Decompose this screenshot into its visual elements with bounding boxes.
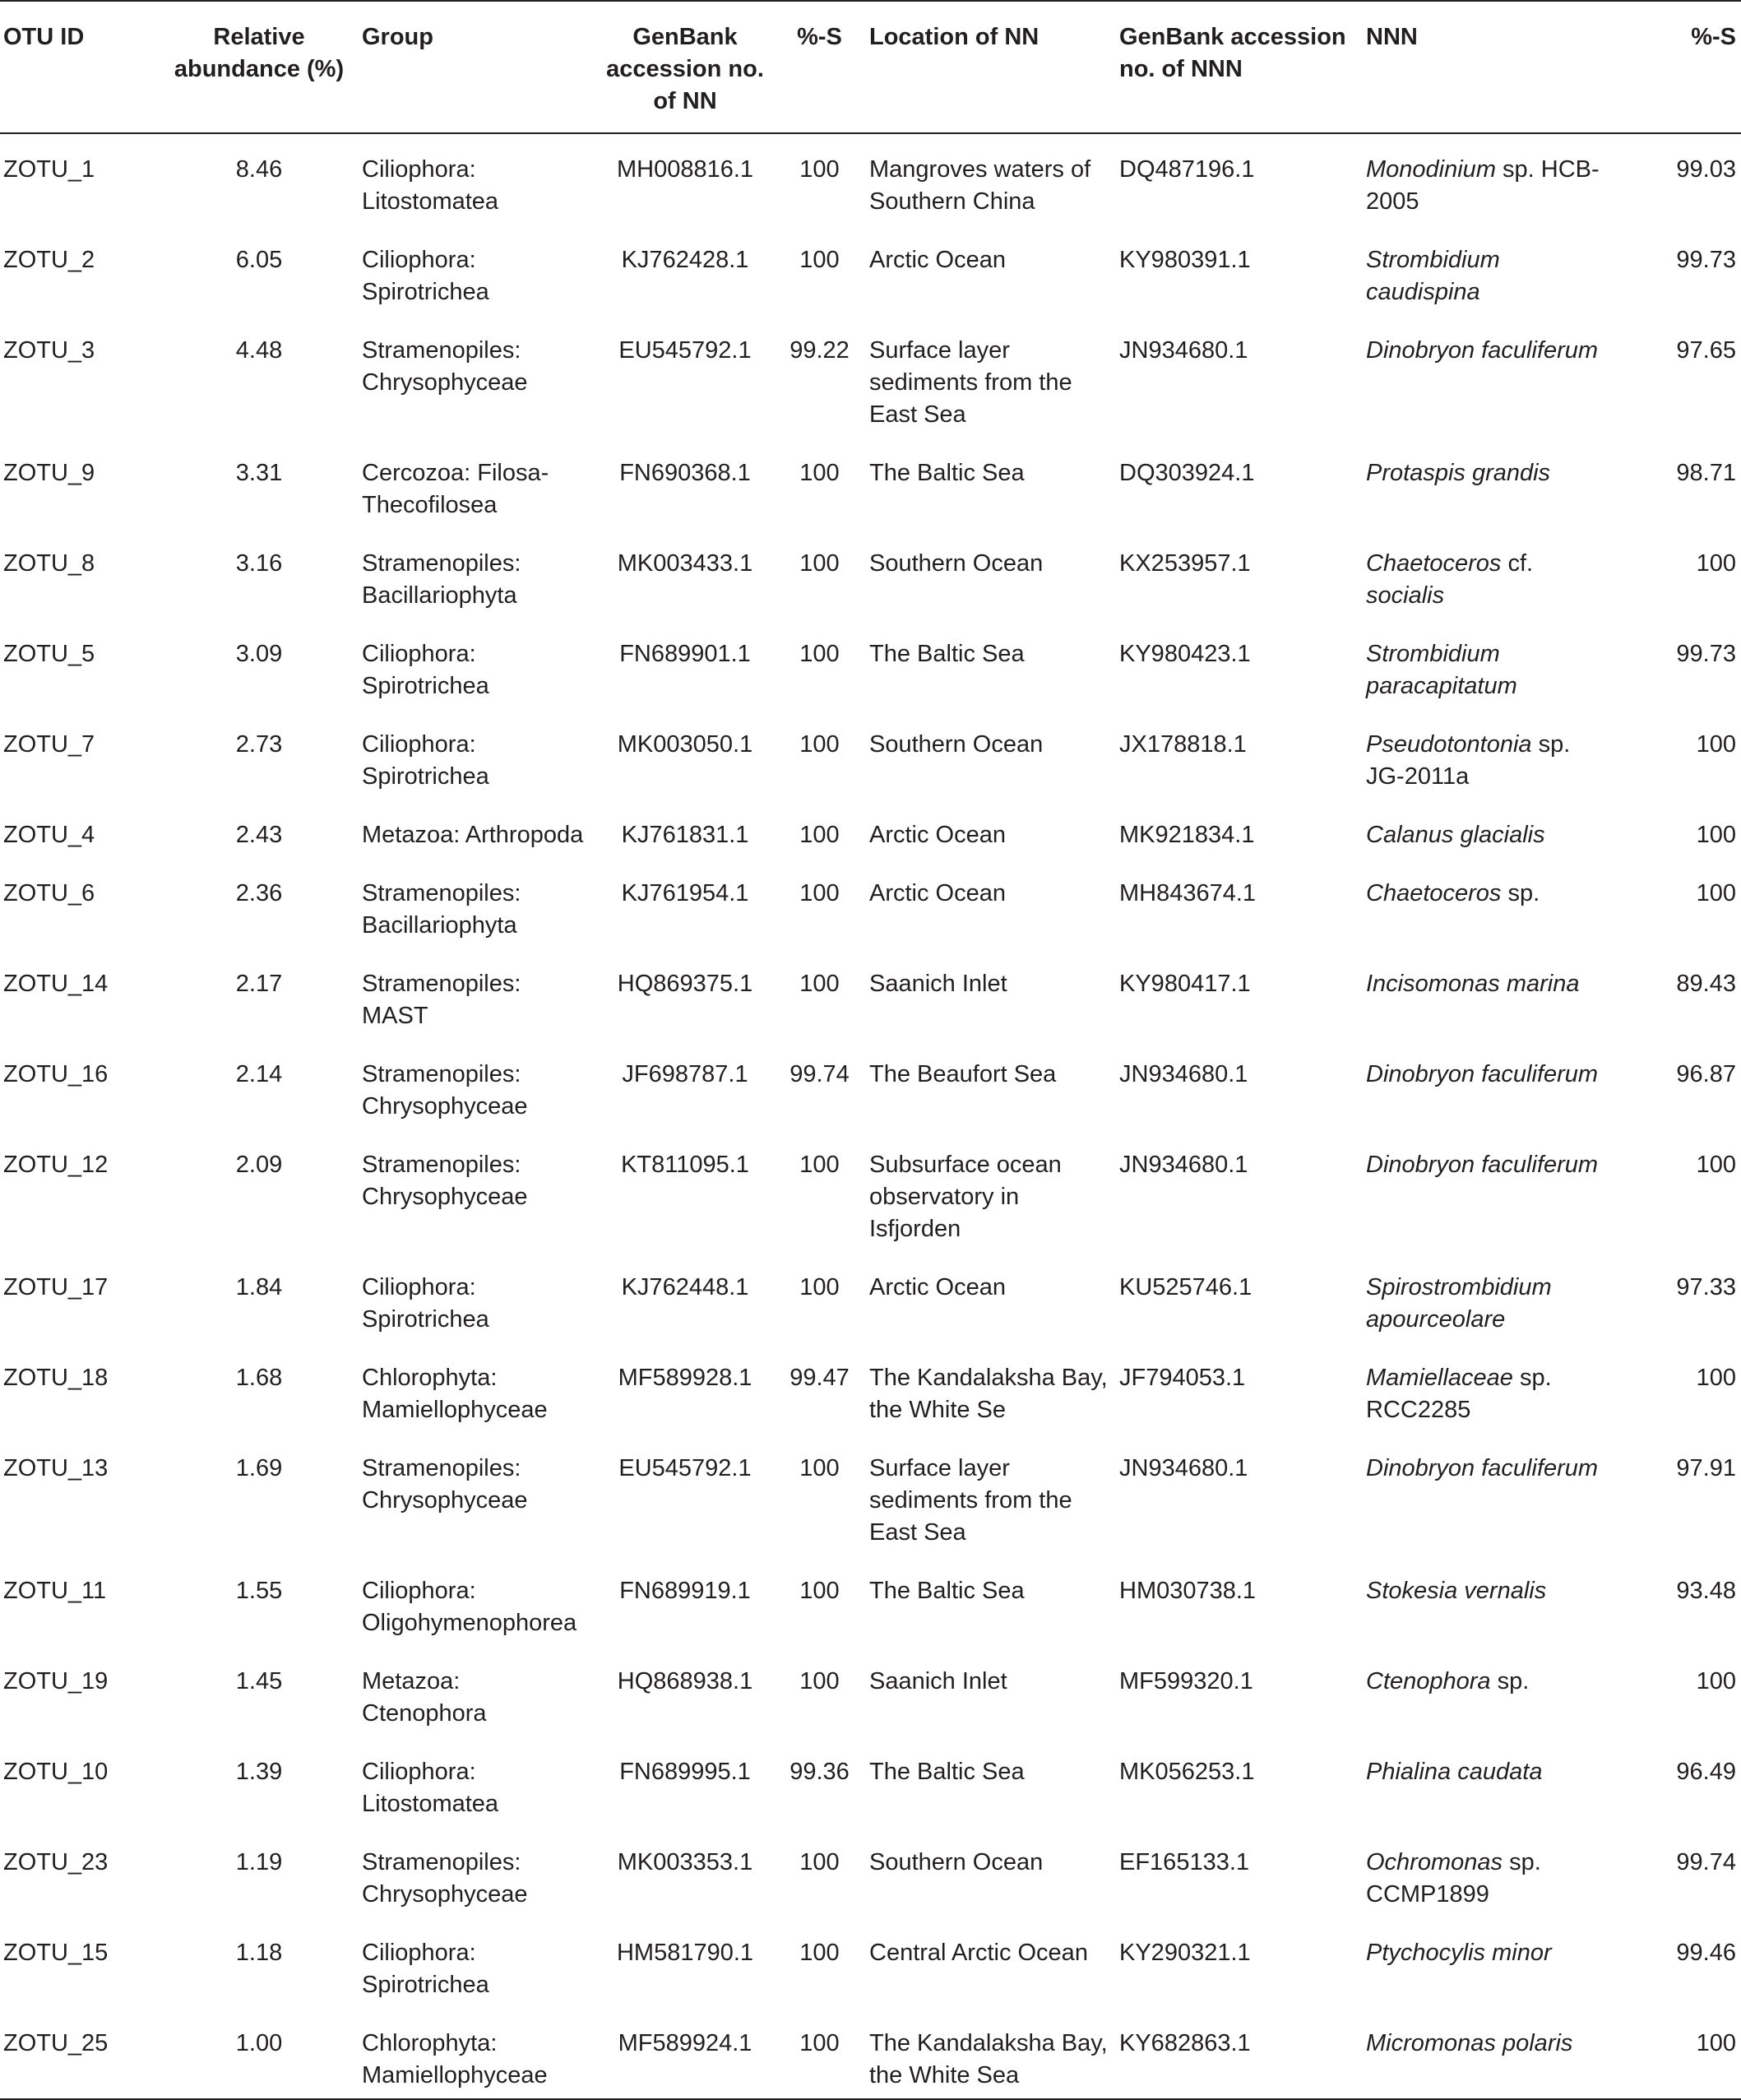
cell-genbank-nnn: KY682863.1 xyxy=(1114,2008,1361,2099)
cell-similarity-nn: 100 xyxy=(775,2008,864,2099)
table-row xyxy=(0,2008,1741,2099)
table-row xyxy=(0,619,1741,709)
cell-location-nn: The Baltic Sea xyxy=(869,460,1025,486)
cell-nnn xyxy=(1361,948,1616,1039)
cell-location-nn: Saanich Inlet xyxy=(869,1668,1007,1694)
cell-relative-abundance: 1.84 xyxy=(235,1274,283,1300)
cell-genbank-nnn: JF794053.1 xyxy=(1119,1365,1246,1391)
cell-genbank-nn: KT811095.1 xyxy=(621,1152,749,1178)
cell-nnn xyxy=(1361,438,1616,528)
cell-similarity-nnn: 99.73 xyxy=(1676,247,1736,273)
cell-genbank-nn: FN689919.1 xyxy=(619,1578,751,1604)
cell-relative-abundance: 1.69 xyxy=(235,1455,283,1481)
cell-otu-id: ZOTU_5 xyxy=(3,641,95,667)
cell-group: Metazoa: Arthropoda xyxy=(362,822,584,848)
cell-location-nn: Arctic Ocean xyxy=(869,880,1006,906)
species-name-qualifier: cf. xyxy=(1501,550,1534,577)
cell-genbank-nn: FN690368.1 xyxy=(619,460,751,486)
cell-similarity-nnn: 97.91 xyxy=(1676,1455,1736,1481)
cell-nnn xyxy=(1361,1646,1616,1736)
cell-similarity-nn: 100 xyxy=(799,1578,840,1604)
table-row xyxy=(0,1555,1741,1646)
header-genbank-nn: GenBank accession no. of NN xyxy=(595,1,775,133)
cell-similarity-nn: 100 xyxy=(799,460,840,486)
species-name-rest: sp. HCB-2005 xyxy=(1366,156,1600,215)
cell-genbank-nnn: JX178818.1 xyxy=(1119,731,1247,758)
cell-relative-abundance: 4.48 xyxy=(235,337,283,364)
table-row xyxy=(0,225,1741,315)
cell-similarity-nnn: 100 xyxy=(1616,2008,1741,2099)
cell-similarity-nn: 100 xyxy=(799,731,840,758)
cell-nnn xyxy=(1361,619,1616,709)
species-name-italic: Ctenophora xyxy=(1366,1668,1491,1694)
cell-group: Ciliophora: Spirotrichea xyxy=(362,247,489,305)
species-name-rest: sp. JG-2011a xyxy=(1366,731,1571,790)
cell-genbank-nn: MF589928.1 xyxy=(618,1365,752,1391)
cell-similarity-nnn: 100 xyxy=(1696,822,1736,848)
cell-group: Cercozoa: Filosa-Thecofilosea xyxy=(362,460,549,518)
cell-relative-abundance: 1.19 xyxy=(235,1849,283,1875)
cell-location-nn: Arctic Ocean xyxy=(869,822,1006,848)
header-nnn: NNN xyxy=(1361,1,1616,133)
cell-similarity-nn: 100 xyxy=(799,1940,840,1966)
table-row xyxy=(0,1129,1741,1252)
cell-nnn xyxy=(1361,1342,1616,1433)
cell-nnn xyxy=(1361,858,1616,948)
cell-location-nn: Mangroves waters of Southern China xyxy=(869,156,1091,215)
header-otu-id: OTU ID xyxy=(0,1,161,133)
cell-relative-abundance: 1.00 xyxy=(161,2008,357,2099)
cell-nnn xyxy=(1361,2008,1616,2099)
cell-nnn xyxy=(1361,1433,1616,1555)
cell-genbank-nnn: KY980417.1 xyxy=(1119,971,1251,997)
cell-otu-id: ZOTU_4 xyxy=(3,822,95,848)
cell-nnn xyxy=(1361,1039,1616,1129)
cell-location-nn: Southern Ocean xyxy=(869,1849,1044,1875)
cell-relative-abundance: 6.05 xyxy=(235,247,283,273)
cell-genbank-nn: MK003353.1 xyxy=(617,1849,753,1875)
cell-similarity-nnn: 100 xyxy=(1696,1668,1736,1694)
cell-similarity-nnn: 93.48 xyxy=(1676,1578,1736,1604)
table-row xyxy=(0,1917,1741,2008)
cell-otu-id: ZOTU_1 xyxy=(3,156,95,183)
table-header xyxy=(0,1,1741,133)
cell-genbank-nnn: JN934680.1 xyxy=(1119,1455,1248,1481)
species-name-italic: Calanus glacialis xyxy=(1366,822,1545,848)
cell-otu-id: ZOTU_17 xyxy=(3,1274,109,1300)
cell-relative-abundance: 1.45 xyxy=(235,1668,283,1694)
cell-similarity-nnn: 99.03 xyxy=(1676,156,1736,183)
table-row xyxy=(0,1252,1741,1342)
cell-location-nn: Arctic Ocean xyxy=(869,1274,1006,1300)
cell-relative-abundance: 2.14 xyxy=(235,1061,283,1087)
cell-genbank-nnn: MF599320.1 xyxy=(1119,1668,1253,1694)
cell-group: Chlorophyta: Mamiellophyceae xyxy=(362,1365,548,1423)
table-row xyxy=(0,709,1741,800)
cell-nnn xyxy=(1361,133,1616,225)
cell-nnn xyxy=(1361,1827,1616,1917)
species-name-rest: sp. xyxy=(1501,880,1540,906)
cell-similarity-nnn: 98.71 xyxy=(1676,460,1736,486)
cell-relative-abundance: 2.36 xyxy=(235,880,283,906)
cell-relative-abundance: 2.43 xyxy=(235,822,283,848)
cell-similarity-nnn: 100 xyxy=(1696,550,1736,577)
table-row xyxy=(0,133,1741,225)
cell-group: Stramenopiles: Bacillariophyta xyxy=(362,550,521,609)
cell-otu-id: ZOTU_6 xyxy=(3,880,95,906)
cell-group: Ciliophora: Litostomatea xyxy=(362,156,499,215)
cell-similarity-nnn: 99.74 xyxy=(1676,1849,1736,1875)
cell-group: Stramenopiles: MAST xyxy=(362,971,521,1029)
cell-relative-abundance: 3.31 xyxy=(235,460,283,486)
cell-genbank-nn: KJ762428.1 xyxy=(621,247,749,273)
cell-nnn xyxy=(1361,225,1616,315)
cell-genbank-nnn: KU525746.1 xyxy=(1119,1274,1253,1300)
cell-similarity-nnn: 96.49 xyxy=(1676,1759,1736,1785)
cell-location-nn: Surface layer sediments from the East Sea xyxy=(869,337,1072,428)
cell-genbank-nn: KJ762448.1 xyxy=(621,1274,749,1300)
cell-group: Chlorophyta: Mamiellophyceae xyxy=(357,2008,595,2099)
cell-otu-id: ZOTU_25 xyxy=(0,2008,161,2099)
cell-similarity-nn: 99.36 xyxy=(789,1759,850,1785)
cell-genbank-nnn: KY980423.1 xyxy=(1119,641,1251,667)
cell-similarity-nnn: 99.46 xyxy=(1676,1940,1736,1966)
cell-relative-abundance: 1.39 xyxy=(235,1759,283,1785)
cell-genbank-nnn: KX253957.1 xyxy=(1119,550,1251,577)
cell-otu-id: ZOTU_3 xyxy=(3,337,95,364)
cell-group: Stramenopiles: Chrysophyceae xyxy=(362,337,528,396)
cell-otu-id: ZOTU_16 xyxy=(3,1061,109,1087)
header-location-nn: Location of NN xyxy=(864,1,1114,133)
cell-genbank-nnn: KY980391.1 xyxy=(1119,247,1251,273)
cell-similarity-nnn: 89.43 xyxy=(1676,971,1736,997)
species-name-italic: Incisomonas marina xyxy=(1366,971,1580,997)
table-row xyxy=(0,948,1741,1039)
cell-similarity-nn: 99.74 xyxy=(789,1061,850,1087)
cell-similarity-nn: 100 xyxy=(799,550,840,577)
cell-similarity-nnn: 99.73 xyxy=(1676,641,1736,667)
header-similarity-nnn: %-S xyxy=(1616,1,1741,133)
species-name-italic: Micromonas polaris xyxy=(1366,2030,1573,2056)
cell-nnn xyxy=(1361,1917,1616,2008)
cell-similarity-nn: 100 xyxy=(799,1274,840,1300)
species-name-italic: Monodinium xyxy=(1366,156,1496,183)
cell-location-nn: Southern Ocean xyxy=(869,550,1044,577)
table-row xyxy=(0,1039,1741,1129)
species-name-epithet: socialis xyxy=(1366,582,1445,609)
cell-genbank-nnn: HM030738.1 xyxy=(1119,1578,1257,1604)
species-name-rest: sp. RCC2285 xyxy=(1366,1365,1552,1423)
species-name-italic: Ochromonas xyxy=(1366,1849,1503,1875)
cell-relative-abundance: 3.16 xyxy=(235,550,283,577)
header-row xyxy=(0,1,1741,133)
species-name-italic: Mamiellaceae xyxy=(1366,1365,1513,1391)
cell-genbank-nn: FN689995.1 xyxy=(619,1759,751,1785)
cell-genbank-nnn: MK056253.1 xyxy=(1119,1759,1255,1785)
cell-nnn xyxy=(1361,1252,1616,1342)
table-row xyxy=(0,528,1741,619)
cell-location-nn: The Kandalaksha Bay, the White Sea xyxy=(864,2008,1114,2099)
cell-relative-abundance: 2.09 xyxy=(235,1152,283,1178)
cell-genbank-nn: EU545792.1 xyxy=(618,337,752,364)
table-row xyxy=(0,1433,1741,1555)
cell-similarity-nnn: 100 xyxy=(1696,1365,1736,1391)
cell-relative-abundance: 1.68 xyxy=(235,1365,283,1391)
cell-relative-abundance: 2.73 xyxy=(235,731,283,758)
cell-location-nn: Saanich Inlet xyxy=(869,971,1007,997)
cell-location-nn: Arctic Ocean xyxy=(869,247,1006,273)
cell-genbank-nn: HM581790.1 xyxy=(616,1940,754,1966)
cell-group: Stramenopiles: Chrysophyceae xyxy=(362,1152,528,1210)
table-row xyxy=(0,1646,1741,1736)
cell-location-nn: The Beaufort Sea xyxy=(869,1061,1057,1087)
cell-location-nn: Southern Ocean xyxy=(869,731,1044,758)
cell-genbank-nn: EU545792.1 xyxy=(618,1455,752,1481)
cell-nnn xyxy=(1361,528,1616,619)
cell-group: Ciliophora: Spirotrichea xyxy=(362,1274,489,1333)
cell-genbank-nnn: DQ487196.1 xyxy=(1119,156,1255,183)
cell-genbank-nnn: JN934680.1 xyxy=(1119,1061,1248,1087)
cell-group: Stramenopiles: Chrysophyceae xyxy=(362,1849,528,1908)
table-row xyxy=(0,800,1741,858)
cell-otu-id: ZOTU_9 xyxy=(3,460,95,486)
species-name-italic: Phialina caudata xyxy=(1366,1759,1543,1785)
species-name-italic: Ptychocylis minor xyxy=(1366,1940,1552,1966)
cell-genbank-nn: KJ761831.1 xyxy=(621,822,749,848)
cell-otu-id: ZOTU_23 xyxy=(3,1849,109,1875)
cell-similarity-nnn: 100 xyxy=(1696,880,1736,906)
cell-otu-id: ZOTU_15 xyxy=(3,1940,109,1966)
header-similarity-nn: %-S xyxy=(775,1,864,133)
cell-genbank-nn: MH008816.1 xyxy=(616,156,754,183)
species-name-italic: Pseudotontonia xyxy=(1366,731,1532,758)
cell-relative-abundance: 1.55 xyxy=(235,1578,283,1604)
cell-similarity-nn: 100 xyxy=(799,1849,840,1875)
cell-genbank-nn: HQ868938.1 xyxy=(617,1668,753,1694)
cell-location-nn: Subsurface ocean observatory in Isfjorden xyxy=(869,1152,1062,1242)
cell-otu-id: ZOTU_12 xyxy=(3,1152,109,1178)
cell-genbank-nnn: EF165133.1 xyxy=(1119,1849,1250,1875)
cell-genbank-nn: FN689901.1 xyxy=(619,641,751,667)
cell-similarity-nnn: 100 xyxy=(1696,1152,1736,1178)
cell-genbank-nnn: DQ303924.1 xyxy=(1119,460,1255,486)
cell-nnn xyxy=(1361,1555,1616,1646)
cell-genbank-nnn: JN934680.1 xyxy=(1119,1152,1248,1178)
cell-similarity-nn: 100 xyxy=(799,641,840,667)
cell-genbank-nnn: MK921834.1 xyxy=(1119,822,1255,848)
cell-location-nn: The Baltic Sea xyxy=(869,1759,1025,1785)
cell-relative-abundance: 1.18 xyxy=(235,1940,283,1966)
table-row xyxy=(0,438,1741,528)
cell-location-nn: Central Arctic Ocean xyxy=(869,1940,1088,1966)
cell-genbank-nn: KJ761954.1 xyxy=(621,880,749,906)
cell-otu-id: ZOTU_18 xyxy=(3,1365,109,1391)
cell-group: Ciliophora: Litostomatea xyxy=(362,1759,499,1817)
cell-similarity-nn: 100 xyxy=(799,971,840,997)
species-name-italic: Chaetoceros xyxy=(1366,880,1502,906)
cell-location-nn: The Baltic Sea xyxy=(869,641,1025,667)
species-name-italic: Protaspis grandis xyxy=(1366,460,1551,486)
header-group: Group xyxy=(357,1,595,133)
cell-group: Ciliophora: Spirotrichea xyxy=(362,641,489,699)
cell-genbank-nnn: MH843674.1 xyxy=(1119,880,1257,906)
cell-genbank-nn: MF589924.1 xyxy=(595,2008,775,2099)
species-name-italic: Dinobryon faculiferum xyxy=(1366,1455,1599,1481)
cell-similarity-nn: 100 xyxy=(799,156,840,183)
species-name-italic: Dinobryon faculiferum xyxy=(1366,1152,1599,1178)
table-row xyxy=(0,858,1741,948)
cell-otu-id: ZOTU_2 xyxy=(3,247,95,273)
cell-nnn xyxy=(1361,1129,1616,1252)
cell-otu-id: ZOTU_19 xyxy=(3,1668,109,1694)
cell-relative-abundance: 8.46 xyxy=(235,156,283,183)
table-body xyxy=(0,133,1741,2099)
cell-otu-id: ZOTU_14 xyxy=(3,971,109,997)
cell-similarity-nnn: 97.33 xyxy=(1676,1274,1736,1300)
cell-otu-id: ZOTU_11 xyxy=(3,1578,107,1604)
species-name-italic: Dinobryon faculiferum xyxy=(1366,1061,1599,1087)
species-name-italic: Chaetoceros xyxy=(1366,550,1502,577)
cell-otu-id: ZOTU_13 xyxy=(3,1455,109,1481)
cell-relative-abundance: 3.09 xyxy=(235,641,283,667)
species-name-italic: Dinobryon faculiferum xyxy=(1366,337,1599,364)
cell-group: Stramenopiles: Bacillariophyta xyxy=(362,880,521,939)
cell-group: Metazoa: Ctenophora xyxy=(362,1668,487,1727)
cell-similarity-nn: 100 xyxy=(799,1152,840,1178)
cell-nnn xyxy=(1361,1736,1616,1827)
table-row xyxy=(0,1736,1741,1827)
header-genbank-nnn: GenBank accession no. of NNN xyxy=(1114,1,1361,133)
cell-similarity-nn: 100 xyxy=(799,880,840,906)
cell-nnn xyxy=(1361,800,1616,858)
cell-similarity-nn: 99.47 xyxy=(789,1365,850,1391)
cell-genbank-nn: JF698787.1 xyxy=(622,1061,748,1087)
cell-genbank-nnn: KY290321.1 xyxy=(1119,1940,1251,1966)
cell-group: Stramenopiles: Chrysophyceae xyxy=(362,1061,528,1120)
cell-otu-id: ZOTU_7 xyxy=(3,731,95,758)
cell-similarity-nnn: 97.65 xyxy=(1676,337,1736,364)
species-name-rest: sp. xyxy=(1490,1668,1530,1694)
cell-location-nn: Surface layer sediments from the East Sea xyxy=(869,1455,1072,1546)
cell-location-nn: The Kandalaksha Bay, the White Se xyxy=(869,1365,1108,1423)
species-name-italic: Stokesia vernalis xyxy=(1366,1578,1547,1604)
species-name-italic: Spirostrombidium apourceolare xyxy=(1366,1274,1552,1333)
cell-genbank-nnn: JN934680.1 xyxy=(1119,337,1248,364)
cell-nnn xyxy=(1361,315,1616,438)
table-row xyxy=(0,1827,1741,1917)
species-name-rest: sp. CCMP1899 xyxy=(1366,1849,1541,1908)
cell-location-nn: The Baltic Sea xyxy=(869,1578,1025,1604)
cell-relative-abundance: 2.17 xyxy=(235,971,283,997)
cell-group: Ciliophora: Oligohymenophorea xyxy=(362,1578,577,1636)
cell-similarity-nn: 100 xyxy=(799,1668,840,1694)
cell-genbank-nn: MK003050.1 xyxy=(617,731,753,758)
cell-otu-id: ZOTU_10 xyxy=(3,1759,109,1785)
cell-genbank-nn: HQ869375.1 xyxy=(617,971,753,997)
cell-group: Stramenopiles: Chrysophyceae xyxy=(362,1455,528,1514)
cell-similarity-nn: 99.22 xyxy=(789,337,850,364)
cell-nnn xyxy=(1361,709,1616,800)
species-name-italic: Strombidium paracapitatum xyxy=(1366,641,1517,699)
cell-group: Ciliophora: Spirotrichea xyxy=(362,731,489,790)
cell-similarity-nnn: 96.87 xyxy=(1676,1061,1736,1087)
table-row xyxy=(0,315,1741,438)
cell-similarity-nn: 100 xyxy=(799,822,840,848)
table-row xyxy=(0,1342,1741,1433)
cell-otu-id: ZOTU_8 xyxy=(3,550,95,577)
header-relative-abundance: Relative abundance (%) xyxy=(161,1,357,133)
cell-group: Ciliophora: Spirotrichea xyxy=(362,1940,489,1998)
cell-similarity-nn: 100 xyxy=(799,1455,840,1481)
cell-similarity-nn: 100 xyxy=(799,247,840,273)
species-name-italic: Strombidium caudispina xyxy=(1366,247,1500,305)
cell-genbank-nn: MK003433.1 xyxy=(617,550,753,577)
cell-similarity-nnn: 100 xyxy=(1696,731,1736,758)
